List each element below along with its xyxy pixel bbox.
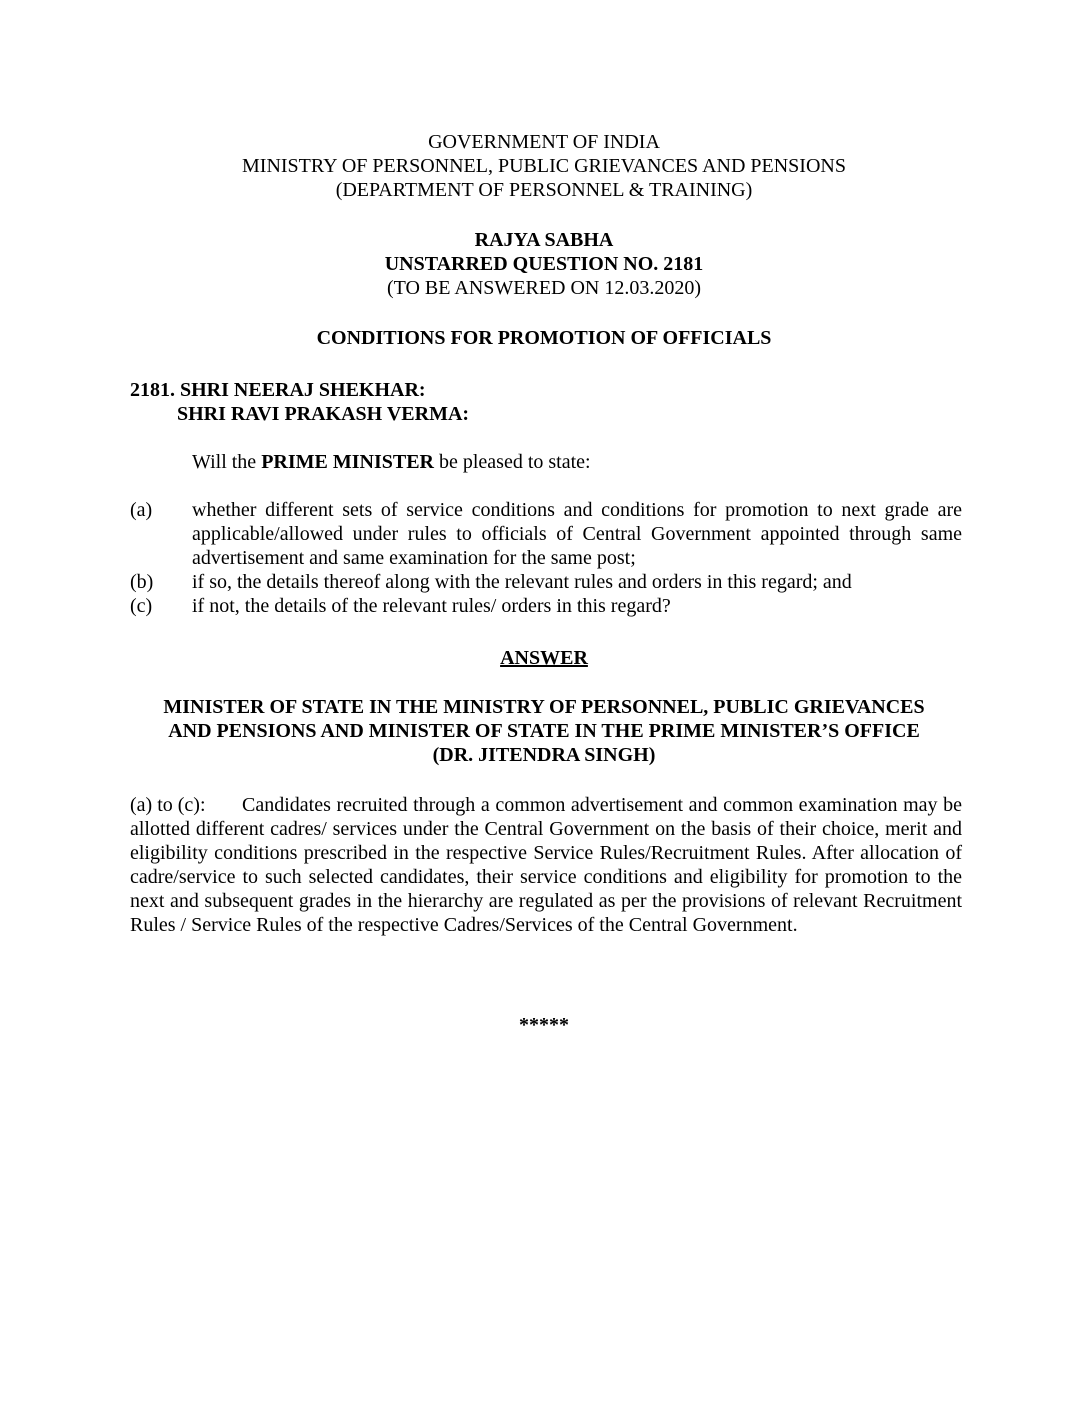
question-number: UNSTARRED QUESTION NO. 2181 [384,253,704,275]
minister-line-2: AND PENSIONS AND MINISTER OF STATE IN THE PRIME MINISTER’S OFFICE [168,720,920,742]
intro-before: Will the [192,451,262,473]
subject-title: CONDITIONS FOR PROMOTION OF OFFICIALS [316,327,772,349]
question-text: if so, the details thereof along with the relevant rules and orders in this regard; and [192,571,852,593]
askers-block [130,378,469,426]
question-item [130,594,962,618]
answer-heading: ANSWER [500,647,588,669]
question-item [130,570,962,594]
reply-paragraph [130,793,962,937]
document-header [0,130,1088,202]
question-item [130,498,962,570]
reply-text: Candidates recruited through a common advertisement and common examination may be allotted different cadres/ services under the Central Government on the basis of their choice, merit and eligibility conditions prescribed in the respective Service Rules/Recruitment Rules. After allocation of cadre/service to such selected candidates, their service conditions and eligibility for promotion to the next and subsequent grades in the hierarchy are regulated as per the provisions of relevant Recruitment Rules / Service Rules of the respective Cadres/Services of the Central Government. [130,794,962,936]
minister-line-1: MINISTER OF STATE IN THE MINISTRY OF PERSONNEL, PUBLIC GRIEVANCES [163,696,925,718]
question-list [130,498,962,618]
question-intro [192,450,591,474]
intro-addressee: PRIME MINISTER [261,451,434,473]
question-label: (b) [130,571,154,593]
question-label: (a) [130,499,153,521]
question-text: whether different sets of service conditions and conditions for promotion to next grade are applicable/allowed under rules to officials of Central Government appointed through same advertisement and same examination for the same post; [192,499,962,569]
house-name: RAJYA SABHA [474,229,614,251]
end-mark: ***** [519,1014,569,1036]
asker-second: SHRI RAVI PRAKASH VERMA: [177,403,470,425]
minister-name: (DR. JITENDRA SINGH) [432,744,656,766]
asker-first: 2181. SHRI NEERAJ SHEKHAR: [130,379,426,401]
reply-lead: (a) to (c): [130,794,206,816]
minister-block [120,695,968,767]
question-label: (c) [130,595,153,617]
header-department: (DEPARTMENT OF PERSONNEL & TRAINING) [335,179,753,201]
header-government: GOVERNMENT OF INDIA [428,131,660,153]
answer-date: (TO BE ANSWERED ON 12.03.2020) [386,277,702,299]
intro-after: be pleased to state: [433,451,591,473]
house-block [0,228,1088,300]
header-ministry: MINISTRY OF PERSONNEL, PUBLIC GRIEVANCES AND PENSIONS [242,155,846,177]
question-text: if not, the details of the relevant rules/ orders in this regard? [192,595,671,617]
